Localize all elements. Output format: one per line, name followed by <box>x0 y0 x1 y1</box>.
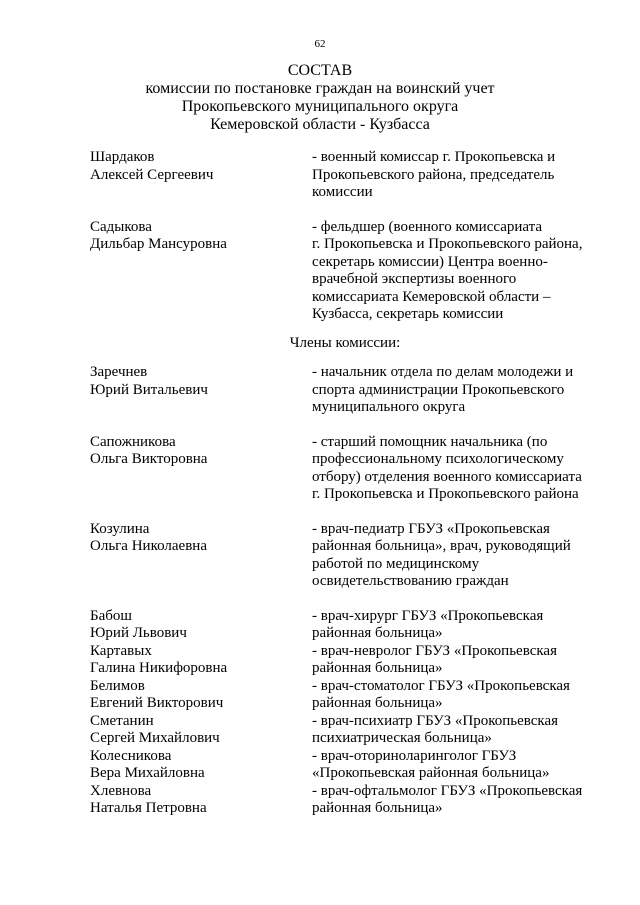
given-names: Ольга Викторовна <box>90 451 208 467</box>
commission-entry <box>0 608 640 643</box>
role-line: работой по медицинскому <box>312 555 480 572</box>
given-names: Дильбар Мансуровна <box>90 236 227 252</box>
commission-entry <box>0 149 640 202</box>
surname: Шардаков <box>90 149 155 165</box>
role-line: - старший помощник начальника (по <box>312 433 548 450</box>
role-line: г. Прокопьевска и Прокопьевского района <box>312 486 579 502</box>
person-role <box>312 643 602 678</box>
person-name <box>90 713 300 748</box>
person-name <box>90 608 300 643</box>
role-line: профессиональному психологическому <box>312 451 564 467</box>
given-names: Юрий Витальевич <box>90 381 208 398</box>
surname: Картавых <box>90 642 152 659</box>
person-name <box>90 434 300 469</box>
given-names: Юрий Львович <box>90 625 187 641</box>
person-role <box>312 434 602 504</box>
role-line: - врач-педиатр ГБУЗ «Прокопьевская <box>312 520 550 537</box>
role-line: освидетельствованию граждан <box>312 573 509 589</box>
given-names: Галина Никифоровна <box>90 660 228 676</box>
person-role <box>312 608 602 643</box>
document-title <box>0 62 640 134</box>
given-names: Сергей Михайлович <box>90 730 220 746</box>
surname: Сапожникова <box>90 433 176 450</box>
role-line: - врач-психиатр ГБУЗ «Прокопьевская <box>312 712 559 729</box>
commission-entry <box>0 678 640 713</box>
commission-entry <box>0 783 640 818</box>
title-line: Прокопьевского муниципального округа <box>181 98 459 115</box>
commission-entry <box>0 748 640 783</box>
given-names: Евгений Викторович <box>90 695 224 711</box>
role-line: районная больница», врач, руководящий <box>312 538 571 554</box>
title-heading: СОСТАВ <box>287 62 353 79</box>
person-role <box>312 678 602 713</box>
role-line: - врач-офтальмолог ГБУЗ «Прокопьевская <box>312 782 583 799</box>
role-line: районная больница» <box>312 625 443 641</box>
person-role <box>312 748 602 783</box>
role-line: «Прокопьевская районная больница» <box>312 765 550 781</box>
person-role <box>312 783 602 818</box>
members-heading: Члены комиссии: <box>289 334 401 351</box>
role-line: Кузбасса, секретарь комиссии <box>312 306 504 322</box>
role-line: районная больница» <box>312 800 443 816</box>
role-line: - фельдшер (военного комиссариата <box>312 218 543 235</box>
role-line: районная больница» <box>312 660 443 676</box>
surname: Бабош <box>90 607 132 624</box>
commission-entry <box>0 219 640 324</box>
person-name <box>90 521 300 556</box>
role-line: психиатрическая больница» <box>312 730 492 746</box>
surname: Садыкова <box>90 218 152 235</box>
role-line: муниципального округа <box>312 399 466 415</box>
person-role <box>312 364 602 417</box>
surname: Колесникова <box>90 747 172 764</box>
person-role <box>312 713 602 748</box>
person-name <box>90 219 300 254</box>
person-role <box>312 521 602 591</box>
title-line: Кемеровской области - Кузбасса <box>210 116 430 133</box>
commission-entry <box>0 434 640 504</box>
given-names: Наталья Петровна <box>90 800 207 816</box>
role-line: районная больница» <box>312 695 443 711</box>
surname: Заречнев <box>90 364 148 380</box>
surname: Белимов <box>90 677 145 694</box>
role-line: - военный комиссар г. Прокопьевска и <box>312 149 556 165</box>
role-line: - врач-хирург ГБУЗ «Прокопьевская <box>312 607 544 624</box>
person-name <box>90 643 300 678</box>
person-name <box>90 149 300 184</box>
commission-entry <box>0 643 640 678</box>
person-role <box>312 219 602 324</box>
role-line: Прокопьевского района, председатель <box>312 166 555 183</box>
given-names: Вера Михайловна <box>90 765 205 781</box>
commission-entry <box>0 521 640 591</box>
surname: Хлевнова <box>90 782 152 799</box>
role-line: комиссии <box>312 184 373 200</box>
commission-list <box>0 149 640 818</box>
person-name <box>90 364 300 399</box>
person-name <box>90 678 300 713</box>
role-line: - врач-стоматолог ГБУЗ «Прокопьевская <box>312 677 570 694</box>
role-line: г. Прокопьевска и Прокопьевского района, <box>312 236 583 252</box>
role-line: - врач-оториноларинголог ГБУЗ <box>312 747 517 764</box>
role-line: спорта администрации Прокопьевского <box>312 381 565 398</box>
role-line: отбору) отделения военного комиссариата <box>312 468 582 485</box>
commission-entry <box>0 364 640 417</box>
role-line: врачебной экспертизы военного <box>312 271 517 287</box>
role-line: комиссариата Кемеровской области – <box>312 288 551 305</box>
commission-entry <box>0 713 640 748</box>
page-number: 62 <box>314 38 326 50</box>
person-name <box>90 748 300 783</box>
given-names: Ольга Николаевна <box>90 538 207 554</box>
surname: Козулина <box>90 520 150 537</box>
role-line: - начальник отдела по делам молодежи и <box>312 364 574 380</box>
title-line: комиссии по постановке граждан на воинский учет <box>145 80 495 97</box>
role-line: секретарь комиссии) Центра военно- <box>312 253 548 270</box>
role-line: - врач-невролог ГБУЗ «Прокопьевская <box>312 642 557 659</box>
person-role <box>312 149 602 202</box>
given-names: Алексей Сергеевич <box>90 166 214 183</box>
surname: Сметанин <box>90 712 154 729</box>
person-name <box>90 783 300 818</box>
